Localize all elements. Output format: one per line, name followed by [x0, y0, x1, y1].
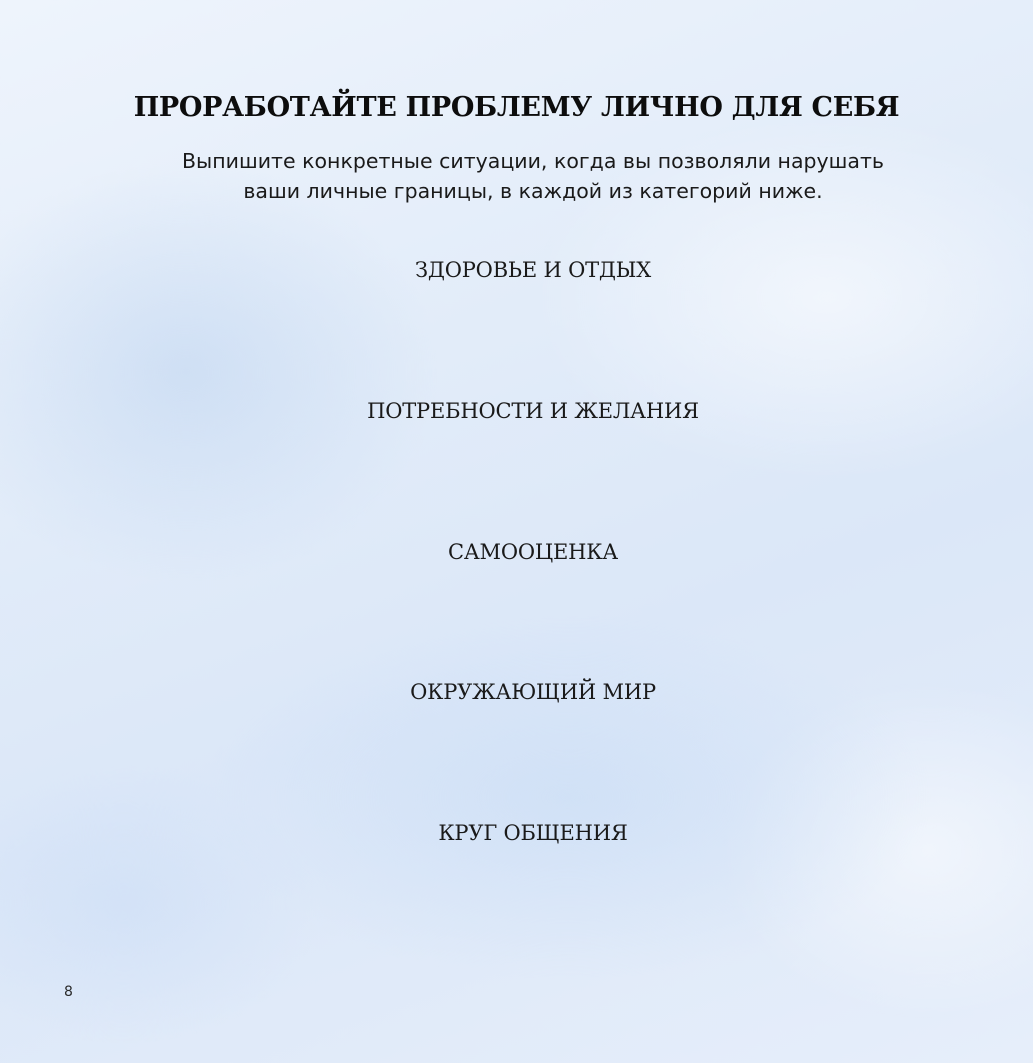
category-needs-desires: ПОТРЕБНОСТИ И ЖЕЛАНИЯ: [367, 399, 699, 423]
category-surrounding-world: ОКРУЖАЮЩИЙ МИР: [410, 680, 656, 704]
page-title: ПРОРАБОТАЙТЕ ПРОБЛЕМУ ЛИЧНО ДЛЯ СЕБЯ: [133, 92, 900, 123]
category-social-circle: КРУГ ОБЩЕНИЯ: [438, 821, 628, 845]
instructions-line-2: ваши личные границы, в каждой из категорий ниже.: [243, 179, 823, 203]
instructions-text: [0, 146, 1033, 206]
instructions-line-1: Выпишите конкретные ситуации, когда вы позволяли нарушать: [181, 149, 884, 173]
page-number: 8: [64, 984, 73, 1000]
category-health-rest: ЗДОРОВЬЕ И ОТДЫХ: [414, 258, 651, 282]
category-self-esteem: САМООЦЕНКА: [447, 540, 619, 564]
